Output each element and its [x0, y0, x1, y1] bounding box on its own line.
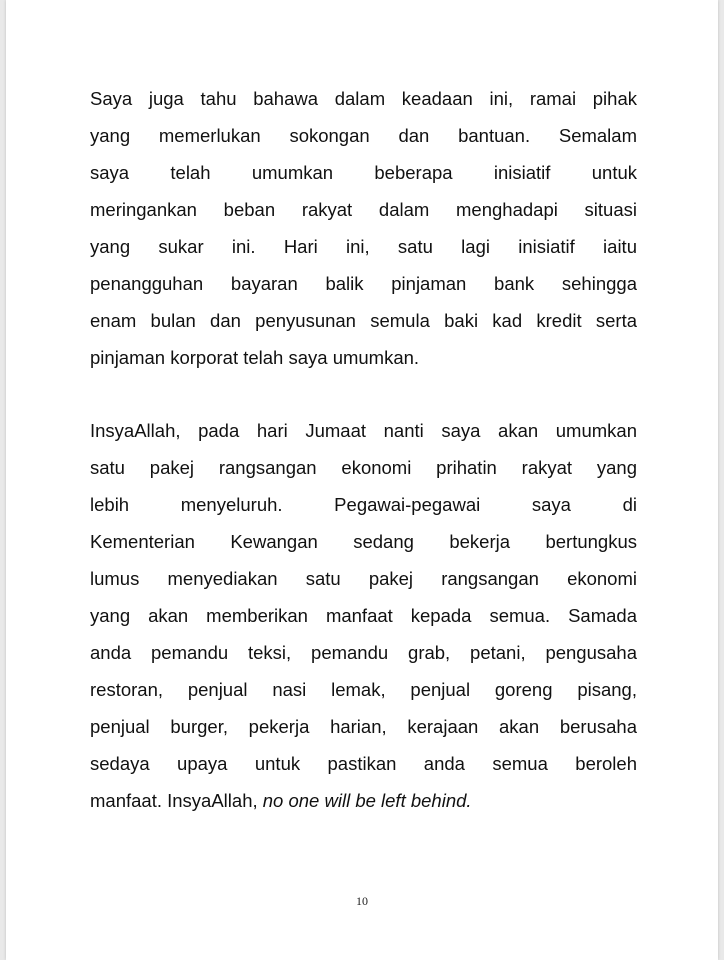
text-line: yang memerlukan sokongan dan bantuan. Semalam: [90, 125, 637, 146]
italic-phrase: no one will be left behind.: [262, 790, 472, 811]
text-line: lebih menyeluruh. Pegawai-pegawai saya di: [90, 494, 637, 515]
text-line: Kementerian Kewangan sedang bekerja bertungkus: [90, 531, 637, 552]
page-number: 10: [356, 894, 368, 908]
text-line: penangguhan bayaran balik pinjaman bank sehingga: [90, 273, 637, 294]
text-line: satu pakej rangsangan ekonomi prihatin rakyat yang: [90, 457, 637, 478]
text-line: yang sukar ini. Hari ini, satu lagi inisiatif iaitu: [90, 236, 637, 257]
paragraph: [90, 412, 637, 819]
text-line: restoran, penjual nasi lemak, penjual goreng pisang,: [90, 679, 637, 700]
text-line-final: [90, 782, 637, 819]
text-line: pinjaman korporat telah saya umumkan.: [90, 347, 420, 368]
text-line: Saya juga tahu bahawa dalam keadaan ini, ramai pihak: [90, 88, 637, 109]
text-line: yang akan memberikan manfaat kepada semua. Samada: [90, 605, 637, 626]
paragraph: [90, 80, 637, 376]
text-line: sedaya upaya untuk pastikan anda semua beroleh: [90, 753, 637, 774]
text-line: enam bulan dan penyusunan semula baki kad kredit serta: [90, 310, 637, 331]
text-line: lumus menyediakan satu pakej rangsangan ekonomi: [90, 568, 637, 589]
text-line: InsyaAllah, pada hari Jumaat nanti saya akan umumkan: [90, 420, 637, 441]
text-line: saya telah umumkan beberapa inisiatif untuk: [90, 162, 637, 183]
text-line-prefix: manfaat. InsyaAllah,: [90, 790, 258, 811]
text-line: penjual burger, pekerja harian, kerajaan akan berusaha: [90, 716, 637, 737]
text-line: anda pemandu teksi, pemandu grab, petani, pengusaha: [90, 642, 637, 663]
document-page: [6, 0, 718, 960]
text-line: meringankan beban rakyat dalam menghadapi situasi: [90, 199, 637, 220]
